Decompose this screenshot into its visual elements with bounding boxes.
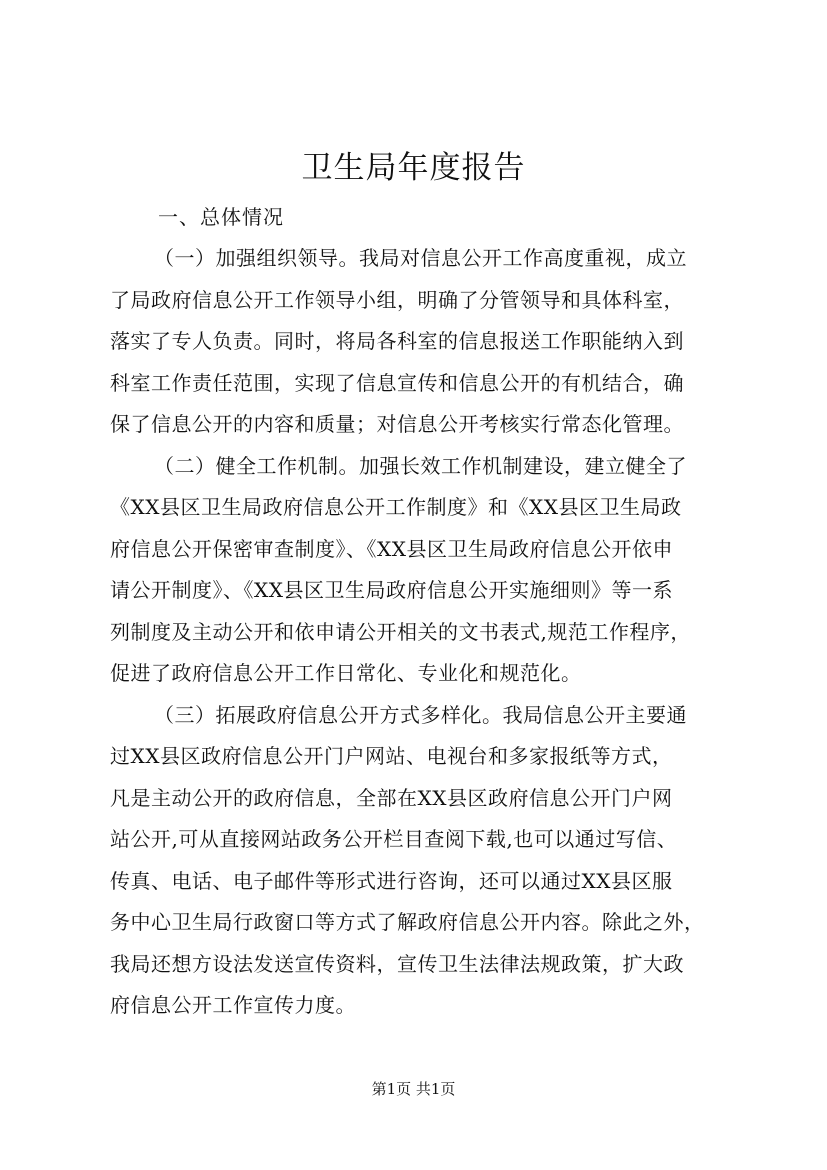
paragraph-line: （三）拓展政府信息公开方式多样化。我局信息公开主要通 xyxy=(154,702,687,727)
paragraph-line: 务中心卫生局行政窗口等方式了解政府信息公开内容。除此之外， xyxy=(110,910,705,934)
paragraph-line: 了局政府信息公开工作领导小组，明确了分管领导和具体科室， xyxy=(110,287,684,312)
section-heading: 一、总体情况 xyxy=(158,205,284,229)
document-body xyxy=(110,196,740,1027)
paragraph-line: 保了信息公开的内容和质量；对信息公开考核实行常态化管理。 xyxy=(110,412,684,436)
paragraph-diversification xyxy=(110,695,740,1027)
paragraph-organization xyxy=(110,238,740,446)
paragraph-line: 促进了政府信息公开工作日常化、专业化和规范化。 xyxy=(110,661,582,685)
paragraph-line: 府信息公开保密审查制度》、《XX县区卫生局政府信息公开依申 xyxy=(110,536,673,561)
paragraph-line: 传真、电话、电子邮件等形式进行咨询，还可以通过XX县区服 xyxy=(110,868,673,893)
paragraph-line: 凡是主动公开的政府信息，全部在XX县区政府信息公开门户网 xyxy=(110,785,673,810)
paragraph-line: 请公开制度》、《XX县区卫生局政府信息公开实施细则》等一系 xyxy=(110,578,673,602)
paragraph-line: 过XX县区政府信息公开门户网站、电视台和多家报纸等方式， xyxy=(110,744,673,768)
paragraph-line: 府信息公开工作宣传力度。 xyxy=(110,993,356,1017)
paragraph-line: 站公开,可从直接网站政务公开栏目查阅下载,也可以通过写信、 xyxy=(110,827,678,851)
paragraph-line: （二）健全工作机制。加强长效工作机制建设，建立健全了 xyxy=(154,453,687,478)
paragraph-line: 我局还想方设法发送宣传资料，宣传卫生法律法规政策，扩大政 xyxy=(110,951,684,976)
paragraph-line: 列制度及主动公开和依申请公开相关的文书表式,规范工作程序， xyxy=(110,619,691,644)
page-footer: 第1页 共1页 xyxy=(371,1080,456,1098)
paragraph-line: 落实了专人负责。同时，将局各科室的信息报送工作职能纳入到 xyxy=(110,329,684,353)
document-title: 卫生局年度报告 xyxy=(301,150,526,186)
paragraph-mechanism xyxy=(110,446,740,695)
paragraph-line: 《XX县区卫生局政府信息公开工作制度》和《XX县区卫生局政 xyxy=(110,495,682,519)
paragraph-line: 科室工作责任范围，实现了信息宣传和信息公开的有机结合，确 xyxy=(110,370,684,395)
paragraph-line: （一）加强组织领导。我局对信息公开工作高度重视，成立 xyxy=(154,246,687,270)
